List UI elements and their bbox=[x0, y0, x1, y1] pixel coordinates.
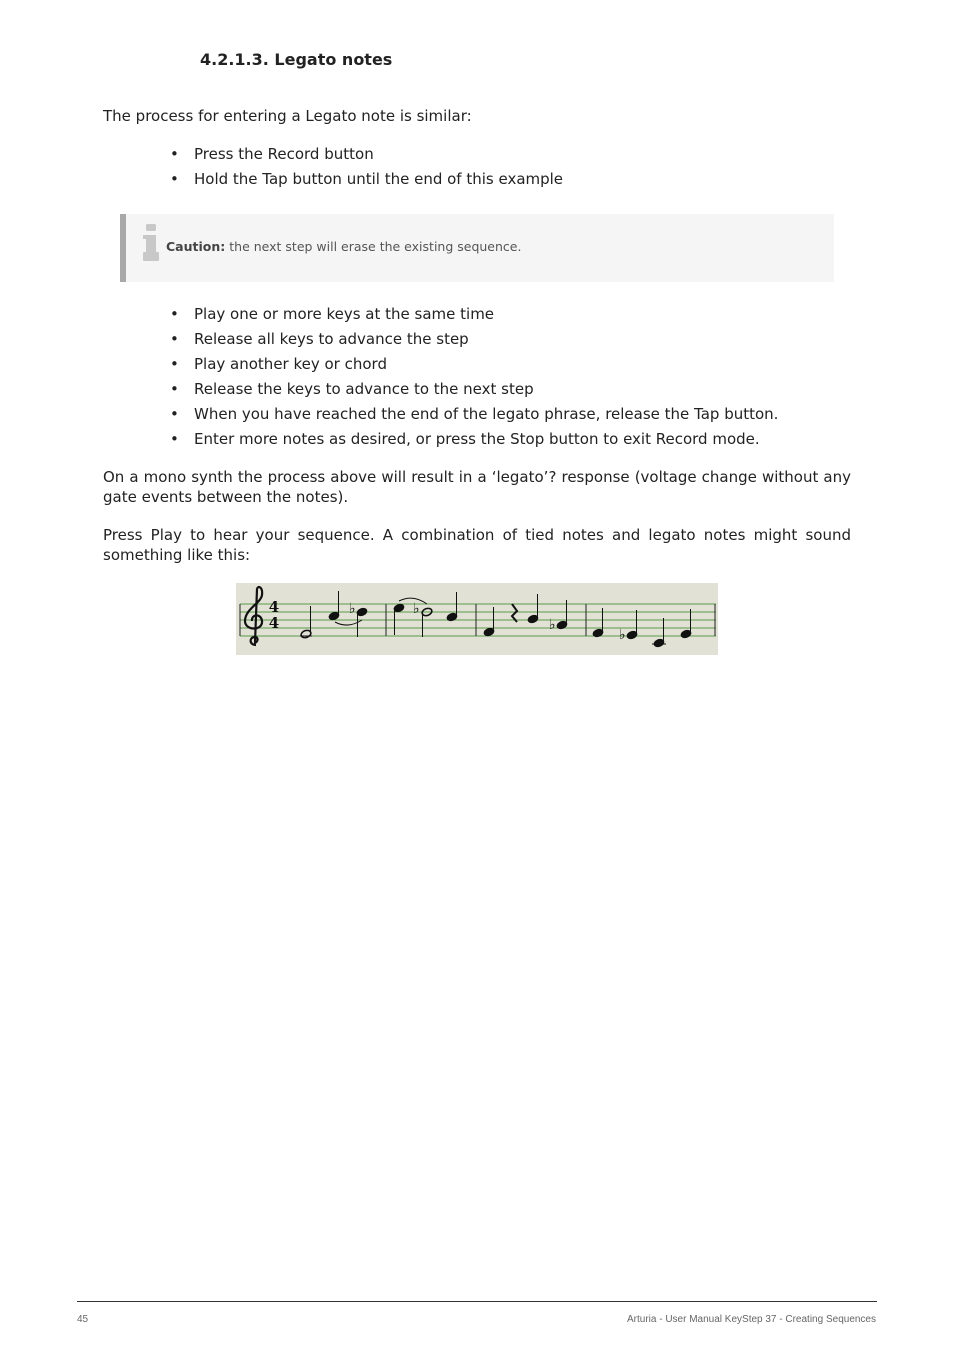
bullet-icon: • bbox=[170, 355, 179, 373]
bullet-icon: • bbox=[170, 330, 179, 348]
steps-list-before bbox=[170, 142, 563, 192]
list-item: • Hold the Tap button until the end of this example bbox=[170, 167, 563, 192]
footer-divider bbox=[77, 1301, 877, 1302]
play-paragraph: Press Play to hear your sequence. A combination of tied notes and legato notes might sound something like this: bbox=[103, 526, 851, 564]
caution-message: the next step will erase the existing sequence. bbox=[229, 239, 522, 254]
music-score-image bbox=[236, 583, 718, 655]
mono-synth-paragraph: On a mono synth the process above will result in a ‘legato’? response (voltage change without any gate events between the notes). bbox=[103, 468, 851, 506]
quarter-rest-icon bbox=[512, 604, 517, 622]
svg-text:♭: ♭ bbox=[413, 601, 420, 617]
notes-measure-1 bbox=[300, 591, 368, 639]
list-item: • Release all keys to advance the step bbox=[170, 327, 778, 352]
list-item: • Enter more notes as desired, or press the Stop button to exit Record mode. bbox=[170, 427, 778, 452]
caution-text bbox=[166, 239, 521, 254]
bullet-icon: • bbox=[170, 380, 179, 398]
list-item: • When you have reached the end of the legato phrase, release the Tap button. bbox=[170, 402, 778, 427]
list-item: • Play one or more keys at the same time bbox=[170, 302, 778, 327]
caution-label: Caution: bbox=[166, 239, 226, 254]
intro-paragraph: The process for entering a Legato note is similar: bbox=[103, 107, 472, 125]
list-item: • Release the keys to advance to the next step bbox=[170, 377, 778, 402]
svg-text:♭: ♭ bbox=[619, 627, 626, 643]
steps-list-after bbox=[170, 302, 778, 452]
staff-notation bbox=[236, 583, 718, 655]
page-number: 45 bbox=[77, 1314, 89, 1325]
svg-text:♭: ♭ bbox=[549, 617, 556, 633]
notes-measure-3 bbox=[483, 594, 568, 637]
footer-title: Arturia - User Manual KeyStep 37 - Creating Sequences bbox=[626, 1314, 876, 1325]
list-item: • Play another key or chord bbox=[170, 352, 778, 377]
info-icon bbox=[143, 223, 161, 263]
bullet-icon: • bbox=[170, 430, 179, 448]
caution-callout bbox=[120, 214, 834, 282]
bullet-icon: • bbox=[170, 170, 179, 188]
notes-measure-2 bbox=[393, 592, 458, 637]
bullet-icon: • bbox=[170, 145, 179, 163]
time-signature-top: 4 bbox=[268, 598, 280, 616]
bullet-icon: • bbox=[170, 405, 179, 423]
section-heading: 4.2.1.3. Legato notes bbox=[200, 50, 393, 69]
bullet-icon: • bbox=[170, 305, 179, 323]
list-item: • Press the Record button bbox=[170, 142, 563, 167]
time-signature-bottom: 4 bbox=[268, 614, 280, 632]
svg-text:♭: ♭ bbox=[349, 601, 356, 617]
